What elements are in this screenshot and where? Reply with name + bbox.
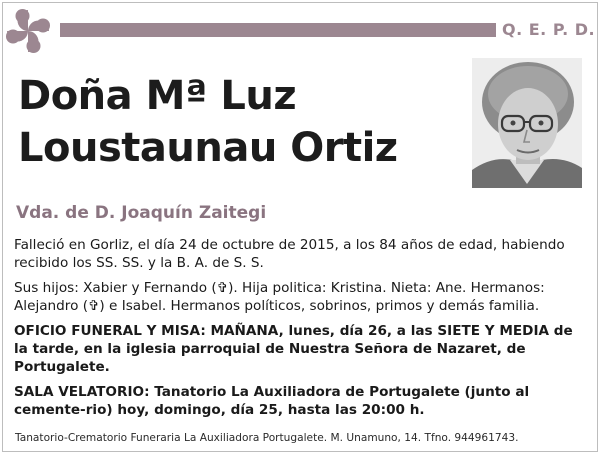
name-line-1: Doña Mª Luz	[18, 73, 297, 119]
deceased-name	[18, 70, 398, 174]
obituary-body	[14, 236, 584, 426]
widow-of: Vda. de D. Joaquín Zaitegi	[16, 203, 267, 223]
wake-room-info: SALA VELATORIO: Tanatorio La Auxiliadora de Portugalete (junto al cemente-rio) hoy, domingo, día 25, hasta las 20:00 h.	[14, 384, 530, 418]
family-list: Sus hijos: Xabier y Fernando (✞). Hija politica: Kristina. Nieta: Ane. Hermanos: Alejandro (✞) e Isabel. Hermanos políticos, sobrinos, primos y demás familia.	[14, 280, 545, 314]
funeral-home-footer: Tanatorio-Crematorio Funeraria La Auxiliadora Portugalete. M. Unamuno, 14. Tfno. 944961743.	[15, 432, 519, 444]
death-notice: Falleció en Gorliz, el día 24 de octubre de 2015, a los 84 años de edad, habiendo recibido los SS. SS. y la B. A. de S. S.	[14, 237, 565, 271]
funeral-mass-info: OFICIO FUNERAL Y MISA: MAÑANA, lunes, día 26, a las SIETE Y MEDIA de la tarde, en la iglesia parroquial de Nuestra Señora de Nazaret, de Portugalete.	[14, 323, 573, 375]
name-line-2: Loustaunau Ortiz	[18, 125, 398, 171]
qepd-label: Q. E. P. D.	[502, 20, 596, 39]
header-bar	[60, 23, 496, 37]
lauburu-icon	[5, 8, 51, 54]
portrait-photo	[472, 58, 582, 188]
